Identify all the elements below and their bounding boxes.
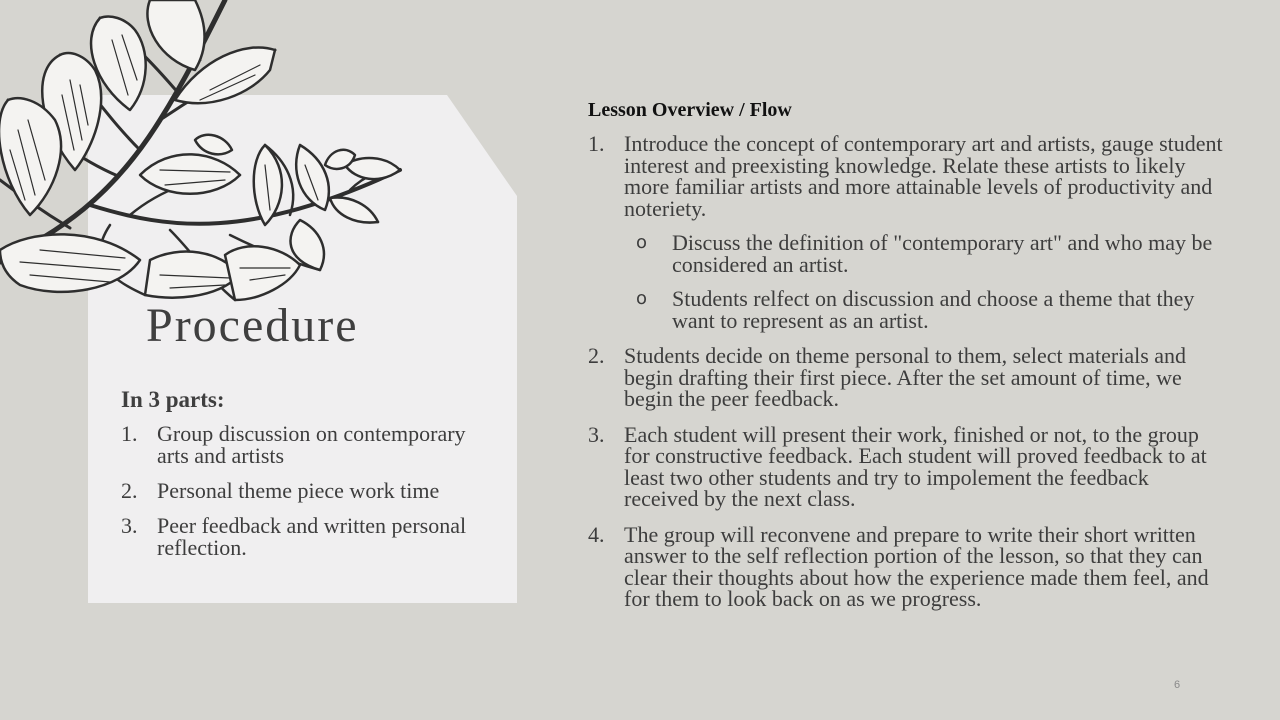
list-item-number: 1. — [121, 421, 138, 446]
list-item — [121, 480, 491, 502]
bullet-icon: o — [636, 232, 648, 253]
parts-heading: In 3 parts: — [121, 387, 225, 412]
list-item — [588, 421, 1228, 511]
list-item-number: 4. — [588, 521, 605, 547]
list-item-text: Introduce the concept of contemporary art and artists, gauge student interest and preexisting knowledge. Relate these artists to likely more familiar artists and more attainable levels of productivity and noteriety. — [624, 131, 1223, 221]
list-item-number: 2. — [121, 478, 138, 503]
sub-bullet-list — [624, 232, 1228, 331]
list-item-number: 3. — [588, 421, 605, 447]
list-item-text: Peer feedback and written personal reflection. — [157, 513, 467, 560]
parts-list — [121, 423, 491, 572]
list-item-number: 2. — [588, 343, 605, 368]
list-item — [588, 345, 1228, 410]
bullet-icon: o — [636, 288, 648, 309]
list-item — [588, 521, 1228, 611]
overview-heading: Lesson Overview / Flow — [588, 99, 792, 121]
list-item-text: Group discussion on contemporary arts and artists — [157, 421, 466, 468]
botanical-branch-illustration — [0, 0, 420, 320]
list-item-number: 3. — [121, 513, 138, 538]
sub-list-item — [624, 232, 1228, 275]
sub-list-item-text: Discuss the definition of "contemporary art" and who may be considered an artist. — [672, 230, 1213, 277]
sub-list-item-text: Students relfect on discussion and choose a theme that they want to represent as an artist. — [672, 286, 1195, 333]
list-item — [121, 515, 491, 559]
slide-title: Procedure — [146, 299, 359, 352]
sub-list-item — [624, 288, 1228, 331]
list-item-text: Students decide on theme personal to them, select materials and begin drafting their first piece. After the set amount of time, we begin the peer feedback. — [624, 343, 1187, 411]
list-item-number: 1. — [588, 131, 605, 156]
list-item-text: Each student will present their work, finished or not, to the group for constructive feedback. Each student will proved feedback to at least two other students and try to impolement the feedback received by the next class. — [624, 421, 1207, 511]
lesson-steps-list — [588, 133, 1228, 624]
list-item — [121, 423, 491, 467]
list-item-text: Personal theme piece work time — [157, 478, 440, 503]
slide-number: 6 — [1174, 679, 1181, 691]
list-item-text: The group will reconvene and prepare to write their short written answer to the self reflection portion of the lesson, so that they can clear their thoughts about how the experience made them feel, and for them to look back on as we progress. — [624, 521, 1209, 611]
list-item — [588, 133, 1228, 331]
